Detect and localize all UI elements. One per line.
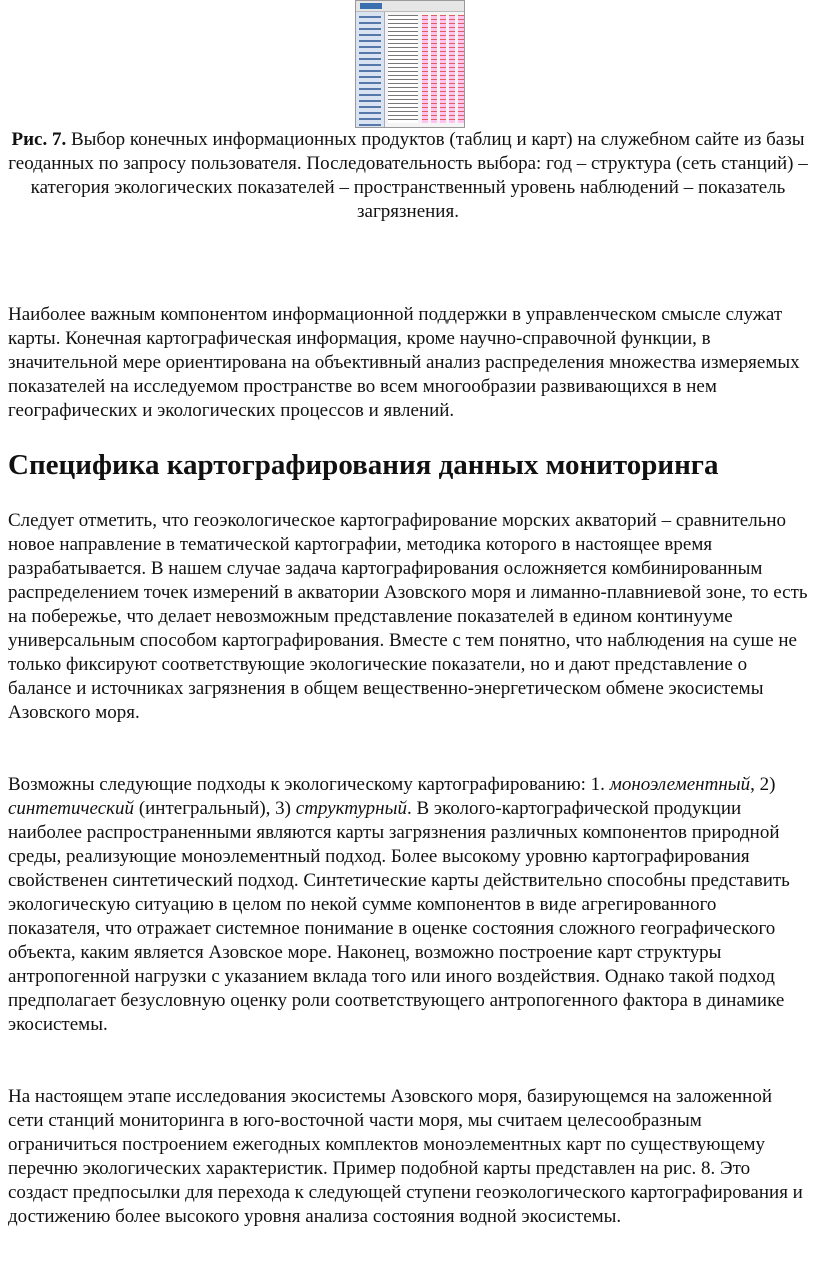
figure-thumbnail-image — [355, 0, 465, 128]
thumbnail-logo — [360, 3, 382, 9]
text-fragment: Возможны следующие подходы к экологическому картографированию: 1. — [8, 774, 610, 795]
thumbnail-table — [388, 15, 460, 123]
term-structural: структурный — [295, 798, 407, 819]
figure-caption — [0, 128, 816, 224]
paragraph-mapping-approaches — [8, 773, 808, 1037]
term-synthetic: синтетический — [8, 798, 135, 819]
intro-paragraph: Наиболее важным компонентом информационной поддержки в управленческом смысле служат карты. Конечная картографическая информация, кроме научно-справочной функции, в значительной мере ориентирована на объективный анализ распределения множества измеряемых показателей на исследуемом пространстве во всем многообразии развивающихся в нем географических и экологических процессов и явлений. — [8, 304, 800, 421]
thumbnail-sidebar — [356, 12, 385, 128]
section-heading: Специфика картографирования данных мониторинга — [8, 449, 719, 481]
paragraph-current-stage: На настоящем этапе исследования экосистемы Азовского моря, базирующемся на заложенной сети станций мониторинга в юго-восточной части моря, мы считаем целесообразным ограничиться построением ежегодных комплектов моноэлементных карт по существующему перечню экологических характеристик. Пример подобной карты представлен на рис. 8. Это создаст предпосылки для перехода к следующей ступени геоэкологического картографирования и достижению более высокого уровня анализа состояния водной экосистемы. — [8, 1086, 803, 1227]
figure-caption-text: Выбор конечных информационных продуктов (таблиц и карт) на служебном сайте из базы геоданных по запросу пользователя. Последовательность выбора: год – структура (сеть станций) – категория экологических показателей – пространственный уровень наблюдений – показатель загрязнения. — [8, 129, 808, 222]
thumbnail-header — [356, 1, 464, 12]
text-fragment: (интегральный), 3) — [134, 798, 296, 819]
text-fragment: . В эколого-картографической продукции наиболее распространенными являются карты загрязнения различных компонентов природной среды, реализующие моноэлементный подход. Более высокому уровню картографирования свойственен синтетический подход. Синтетические карты действительно способны представить экологическую ситуацию в целом по некой сумме компонентов в виде агрегированного показателя, что отражает системное понимание в оценке состояния сложного географического объекта, каким является Азовское море. Наконец, возможно построение карт структуры антропогенной нагрузки с указанием вклада того или иного воздействия. Однако такой подход предполагает безусловную оценку роли соответствующего антропогенного фактора в динамике экосистемы. — [8, 798, 790, 1035]
term-monoelement: моноэлементный — [609, 774, 751, 795]
text-fragment: , 2) — [750, 774, 776, 795]
figure-label: Рис. 7. — [11, 129, 67, 150]
paragraph-mapping-specifics: Следует отметить, что геоэкологическое картографирование морских акваторий – сравнительно новое направление в тематической картографии, методика которого в настоящее время разрабатывается. В нашем случае задача картографирования осложняется комбинированным распределением точек измерений в акватории Азовского моря и лиманно-плавниевой зоне, то есть на побережье, что делает невозможным представление показателей в едином континууме универсальным способом картографирования. Вместе с тем понятно, что наблюдения на суше не только фиксируют соответствующие экологические показатели, но и дают представление о балансе и источниках загрязнения в общем вещественно-энергетическом обмене экосистемы Азовского моря. — [8, 510, 808, 723]
